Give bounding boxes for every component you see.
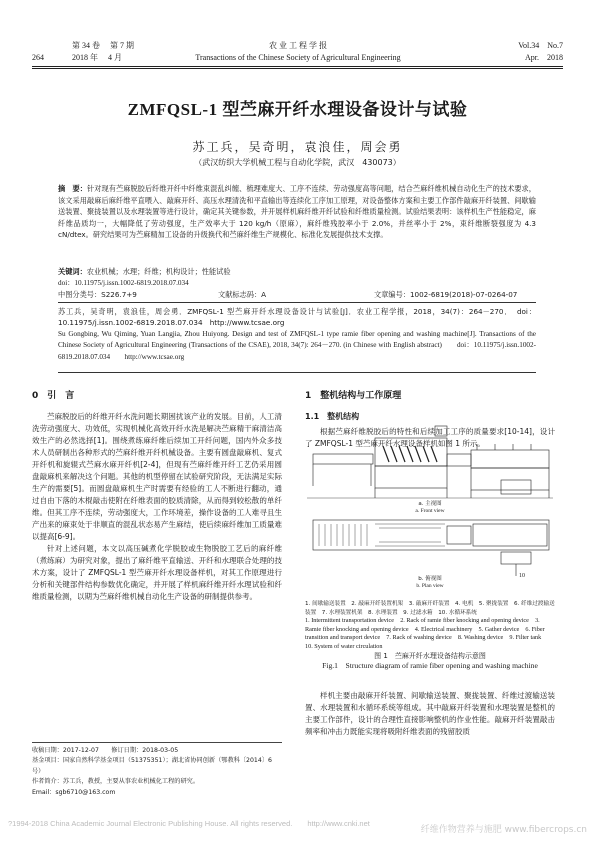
keywords [58, 266, 536, 278]
author-bio: 作者简介：苏工兵，教授，主要从事农业机械化工程的研究。 [32, 778, 200, 786]
volume-en: Vol.34 No.7 [518, 41, 563, 50]
journal-name-en: Transactions of the Chinese Society of Agricultural Engineering [195, 53, 401, 62]
fund-info: 基金项目：国家自然科学基金项目（51375351）；湖北省协同创新（鄂教科〔2014〕6 号） [32, 757, 272, 775]
legend-en: 1. Intermittent transportation device 2. Rack of ramie fiber knocking and opening device 3. Ramie fiber knocking and opening device 4. Electrical machinery 5. Gather device 6. Fiber transition and transport device 7. Rack of washing device 8. Washing device 9. Filter tank 10. System of water circulation [305, 617, 548, 650]
citation-rule-bottom [58, 372, 536, 373]
citation-rule-top [58, 302, 536, 303]
date-en: Apr. 2018 [525, 53, 563, 62]
intro-paragraph-2: 针对上述问题，本文以高压碱煮化学脱胶或生物脱胶工艺后的麻纤维（煮练麻）为研究对象，提出了麻纤维平直输送、开纤和水理联合处理的技术方案，设计了 ZMFQSL-1 型苎麻开纤水理设备样机，对其工作原理进行分析和关键部件结构参数优化确定，并开展了样机麻纤维开纤水理试验和纤维质量检测，以期为苎麻纤维机械自动化生产设备的研制提供参考。 [32, 544, 282, 601]
header-rule-2 [32, 68, 563, 69]
label-front-en: a. Front view [415, 508, 445, 514]
right-bottom-text [305, 690, 555, 738]
footnote [32, 746, 282, 798]
figure-caption [305, 651, 555, 671]
header-center [168, 40, 428, 64]
label-front-zh: a. 主视图 [418, 501, 442, 507]
citation-zh: 苏工兵，吴奇明，袁浪佳，周会勇．ZMFQSL-1 型苎麻开纤水理设备设计与试验[J]．农业工程学报，2018，34(7)：264－270． doi：10.11975/j.issn.1002-6819.2018.07.034 http://www.tcsae.org [58, 307, 536, 328]
caption-zh: 图 1 苎麻开纤水理设备结构示意图 [374, 652, 486, 660]
pub-date: 2018 年 4 月 [72, 53, 122, 62]
clc-number: 中图分类号：S226.7+9 [58, 290, 137, 299]
section-0-heading: 0 引 言 [32, 391, 75, 401]
front-view [307, 426, 553, 498]
affiliation: （武汉纺织大学机械工程与自动化学院，武汉 430073） [194, 158, 401, 167]
figure-legend [305, 600, 555, 652]
received-date: 收稿日期：2017-12-07 修订日期：2018-03-05 [32, 747, 179, 754]
citation-en: Su Gongbing, Wu Qiming, Yuan Langjia, Zhou Huiyong. Design and test of ZMFQSL-1 type ramie fiber opening and washing machine[J]. Transactions of the Chinese Society of Agricultural Engineering (Transactions of the CSAE), 2018, 34(7): 264－270. (in Chinese with English abstract) doi：10.11975/j.issn.1002-6819.2018.07.034 http://www.tcsae.org [58, 329, 536, 361]
gather-device-shape [447, 454, 471, 466]
section-1-heading: 1 整机结构与工作原理 [305, 391, 402, 401]
figure-1 [305, 424, 555, 592]
header-rule [32, 66, 563, 67]
structure-paragraph-1: 根据苎麻纤维脱胶后的特性和后续加工工序的质量要求[10-14]，设计了 ZMFQSL-1 型苎麻开纤水理设备样机如图 1 所示。 [305, 427, 555, 448]
header-right [518, 40, 563, 64]
structure-paragraph-2: 样机主要由敲麻开纤装置、间歇输送装置、聚拢装置、纤维过渡输送装置、水理装置和水循环系统等组成。其中敲麻开纤装置和水理装置是整机的主要工作部件，设计的合理性直接影响整机的作业性能。敲麻开纤装置敲击频率和冲击力既能实现将吸附纤维表面的残留胶质 [305, 691, 555, 736]
keywords-text: 农业机械；水理；纤维；机构设计；性能试验 [86, 267, 231, 276]
transport-device-shape [313, 454, 373, 464]
label-plan-zh: b. 俯视图 [418, 576, 442, 582]
left-column [32, 388, 282, 603]
abstract [58, 183, 536, 241]
document-code: 文献标志码：A [218, 290, 267, 299]
legend-zh: 1. 间歇输送装置 2. 敲麻开纤装置机架 3. 敲麻开纤装置 4. 电机 5. 聚拢装置 6. 纤维过渡输送装置 7. 水理装置机架 8. 水理装置 9. 过滤水箱 10. 水循环系统 [305, 601, 555, 616]
motor-shape [435, 426, 447, 436]
section-1-1-heading: 1.1 整机结构 [305, 412, 360, 421]
caption-en: Fig.1 Structure diagram of ramie fiber opening and washing machine [322, 661, 538, 670]
label-10: 10 [519, 573, 525, 579]
doi[interactable]: doi：10.11975/j.issn.1002-6819.2018.07.034 [58, 279, 189, 287]
machine-diagram [305, 424, 555, 592]
abstract-label: 摘 要： [58, 184, 87, 193]
site-watermark: 纤维作物营养与施肥 www.fibercrops.cn [420, 825, 587, 835]
authors: 苏工兵，吴奇明，袁浪佳，周会勇 [192, 140, 403, 154]
washing-device-shape [471, 450, 549, 468]
label-plan-en: b. Plan view [416, 583, 444, 589]
keywords-label: 关键词： [58, 267, 87, 276]
abstract-text: 针对现有苎麻脱胶后纤维开纤中纤维束混乱纠缠、梳理难度大、工序不连续、劳动强度高等问题，结合苎麻纤维机械自动化生产的技术要求，该文采用敲麻后麻纤维平直喂入、敲麻开纤、高压水理清洗和平直输出等连续化工序加工原理，对设备整体方案和主要工作部件敲麻开纤装置、间歇输送装置、聚拢装置以及水理装置等进行设计，确定其关键参数，并开展样机麻纤维开纤试验和纤维质量检测。试验结果表明：该样机生产性能稳定，麻纤维品质均一，大幅降低了劳动强度，生产效率大于 120 kg/h（原麻），麻纤维残胶率小于 2.0%，并丝率小于 2%，束纤维断裂强度为 4.3 cN/dtex。研究结果可为苎麻精加工设备的升级换代和苎麻纤维生产规模化、标准化发展提供技术支撑。 [58, 184, 536, 240]
copyright-notice: ?1994-2018 China Academic Journal Electronic Publishing House. All rights reserved. http://www.cnki.net [8, 819, 370, 828]
footnote-rule [32, 742, 282, 743]
paper-title: ZMFQSL-1 型苎麻开纤水理设备设计与试验 [127, 100, 468, 119]
volume-issue: 第 34 卷 第 7 期 [72, 41, 134, 50]
citation-block [58, 306, 536, 363]
page-number: 264 [32, 53, 44, 62]
journal-name-zh: 农 业 工 程 学 报 [269, 41, 327, 50]
header-left [32, 40, 134, 64]
author-email[interactable]: Email：sgb6710@163.com [32, 788, 116, 796]
plan-view [313, 520, 549, 576]
filter-tank-shape [501, 480, 531, 494]
article-number: 文章编号：1002-6819(2018)-07-0264-07 [374, 290, 518, 299]
intro-paragraph-1: 苎麻脱胶后的纤维开纤水洗问题长期困扰该产业的发展。目前，人工清洗劳动强度大、功效低，实现机械化高效开纤水洗是解决苎麻精干麻清洁高效生产的必然选择[1]。围绕煮练麻纤维后续加工开纤问题，国内外众多技术人员研制出各种形式的苎麻纤维开纤机械设备。主要有圆盘敲麻机、复式开纤机和旋辊式苎麻水麻开纤机[2-4]，但现有苎麻纤维开纤工艺仍采用圆盘敲麻机来解决这个问题。其他的机型停留在试验研究阶段，无法满足实际生产的需要[5]。而圆盘敲麻机生产时需要有经验的工人不断进行翻动，通过自由下落的木棍敲击使附在纤维表面的胶质清除，从而得到较松散的单纤维。但其工序不连续，劳动强度大，工作环境差，操作设备的工人难寻且生产出来的麻束处于非顺直的混乱状态易产生麻结，使后续麻纤维加工质量难以提高[6-9]。 [32, 412, 282, 541]
